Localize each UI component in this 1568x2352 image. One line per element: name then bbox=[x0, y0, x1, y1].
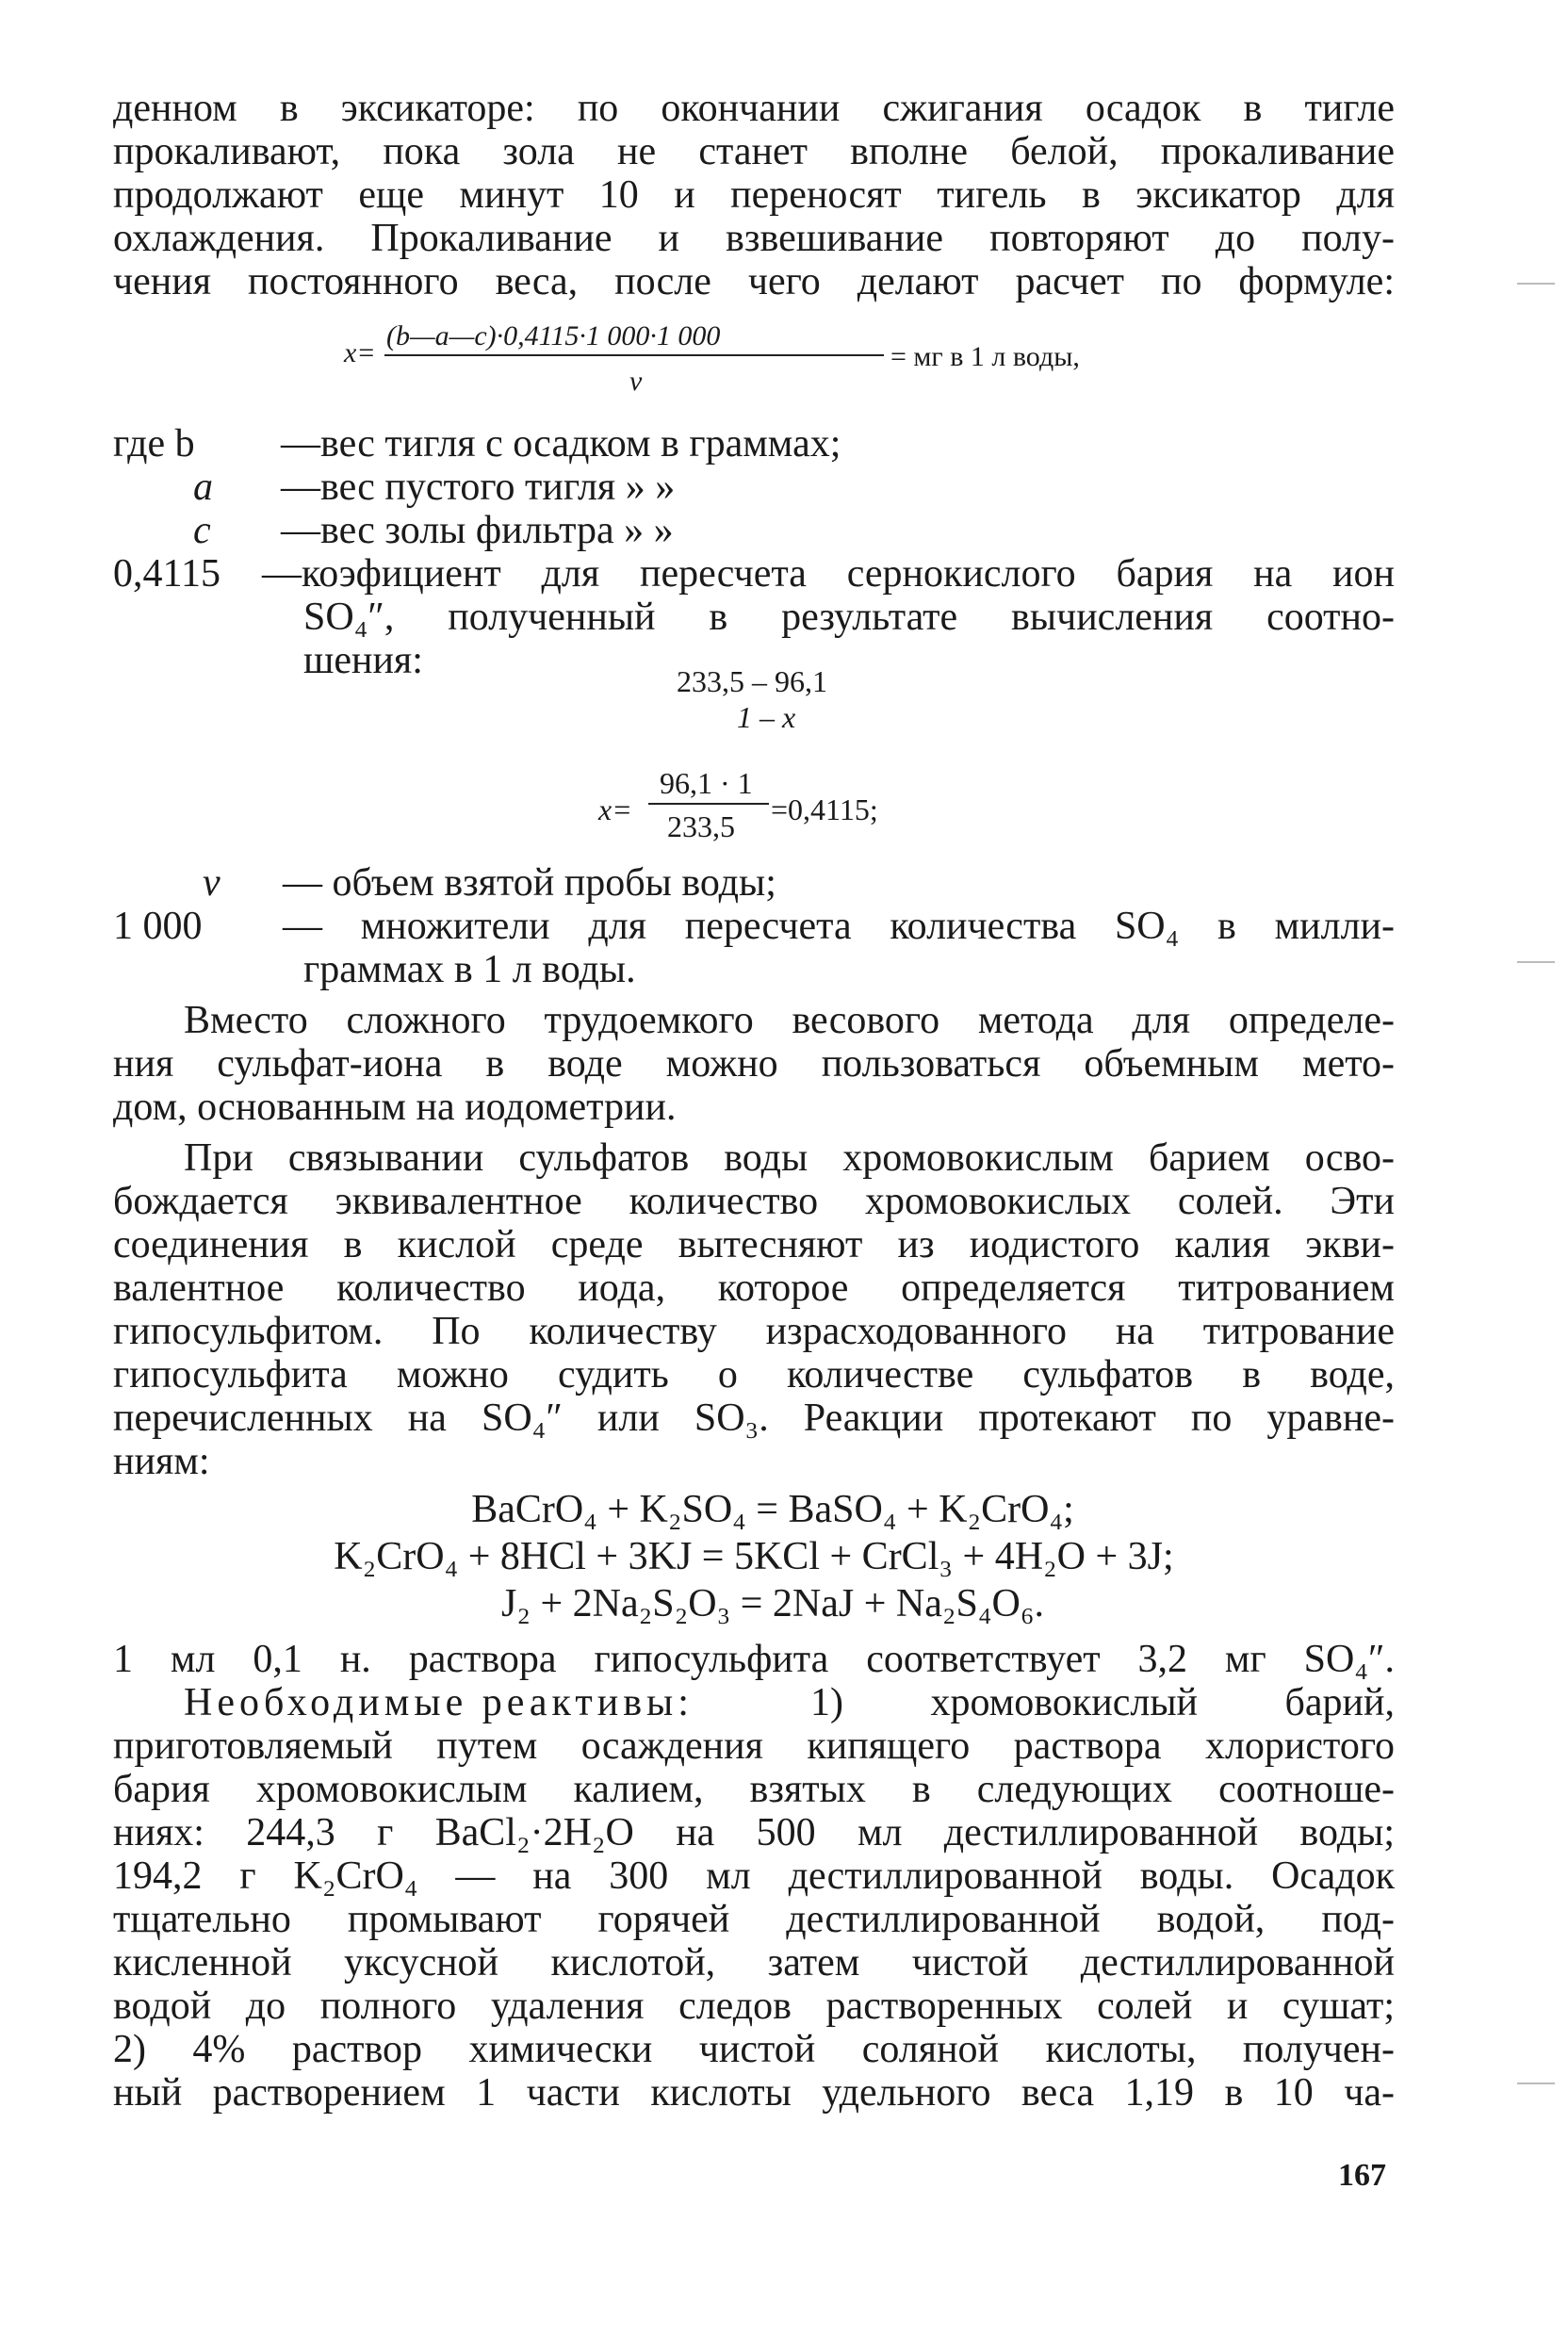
formula-denominator: v bbox=[629, 366, 643, 397]
reaction-equation: J₂ + 2Na₂S₂O₃ = 2NaJ + Na₂S₄O₆. bbox=[500, 1582, 1045, 1625]
ratio-bottom: 1 – x bbox=[737, 700, 796, 734]
margin-mark bbox=[1517, 961, 1555, 963]
text-line: При связывании сульфатов воды хромовокислым барием осво- bbox=[184, 1136, 1395, 1180]
def-text: граммах в 1 л воды. bbox=[303, 948, 636, 991]
ratio-top: 233,5 – 96,1 bbox=[677, 664, 827, 698]
def-text: —вес золы фильтра » » bbox=[281, 509, 674, 552]
formula-x-denominator: 233,5 bbox=[667, 809, 735, 843]
formula-numerator: (b—a—c)·0,4115·1 000·1 000 bbox=[386, 320, 721, 351]
text-line: дом, основанным на иодометрии. bbox=[113, 1086, 677, 1129]
text-line: ниях: 244,3 г BaCl₂·2H₂O на 500 мл дестиллированной воды; bbox=[113, 1811, 1395, 1854]
margin-mark bbox=[1517, 2082, 1555, 2084]
text-line: водой до полного удаления следов растворенных солей и сушат; bbox=[113, 1984, 1395, 2028]
page-number: 167 bbox=[1338, 2158, 1386, 2193]
text-line: продолжают еще минут 10 и переносят тигель в эксикатор для bbox=[113, 173, 1395, 217]
coef-text: SO₄″, полученный в результате вычисления соотно- bbox=[303, 596, 1395, 639]
text-line: ный растворением 1 части кислоты удельного веса 1,19 в 10 ча- bbox=[113, 2071, 1395, 2115]
text-line: гипосульфитом. По количеству израсходованного на титрование bbox=[113, 1310, 1395, 1353]
text-line: 2) 4% раствор химически чистой соляной кислоты, получен- bbox=[113, 2028, 1395, 2071]
def-symbol: c bbox=[193, 509, 211, 552]
text-line: перечисленных на SO₄″ или SO₃. Реакции протекают по уравне- bbox=[113, 1396, 1395, 1440]
formula-rhs: = мг в 1 л воды, bbox=[890, 341, 1080, 372]
text-line: соединения в кислой среде вытесняют из иодистого калия экви- bbox=[113, 1223, 1395, 1266]
text-line: охлаждения. Прокаливание и взвешивание повторяют до полу- bbox=[113, 217, 1395, 260]
text-line: денном в эксикаторе: по окончании сжигания осадок в тигле bbox=[113, 87, 1395, 130]
text-line: бождается эквивалентное количество хромовокислых солей. Эти bbox=[113, 1180, 1395, 1223]
text-line: чения постоянного веса, после чего делают расчет по формуле: bbox=[113, 260, 1395, 303]
text-line: гипосульфита можно судить о количестве сульфатов в воде, bbox=[113, 1353, 1395, 1396]
def-symbol: где b bbox=[113, 422, 195, 466]
text-line: ния сульфат-иона в воде можно пользоваться объемным мето- bbox=[113, 1042, 1395, 1086]
text-line: приготовляемый путем осаждения кипящего раствора хлористого bbox=[113, 1724, 1395, 1768]
text-line: тщательно промывают горячей дестиллированной водой, под- bbox=[113, 1898, 1395, 1941]
text-line: бария хромовокислым калием, взятых в следующих соотноше- bbox=[113, 1768, 1395, 1811]
def-text: — объем взятой пробы воды; bbox=[283, 861, 776, 905]
reaction-equation: BaCrO₄ + K₂SO₄ = BaSO₄ + K₂CrO₄; bbox=[471, 1488, 1074, 1531]
coef-text: —коэфициент для пересчета сернокислого бария на ион bbox=[262, 552, 1395, 596]
formula-x-rhs: =0,4115; bbox=[771, 792, 878, 826]
def-text: —вес пустого тигля » » bbox=[281, 466, 676, 509]
text-line: 1) хромовокислый барий, bbox=[810, 1681, 1395, 1724]
margin-mark bbox=[1517, 283, 1555, 285]
def-text: — множители для пересчета количества SO₄ в милли- bbox=[283, 905, 1395, 948]
def-symbol: 1 000 bbox=[113, 905, 203, 948]
text-line: кисленной уксусной кислотой, затем чистой дестиллированной bbox=[113, 1941, 1395, 1984]
formula-lhs: x= bbox=[344, 337, 376, 368]
formula-x-numerator: 96,1 · 1 bbox=[660, 766, 753, 800]
text-line: ниям: bbox=[113, 1440, 210, 1483]
def-symbol: a bbox=[193, 466, 213, 509]
def-symbol: v bbox=[203, 861, 220, 905]
reaction-equation: K₂CrO₄ + 8HCl + 3KJ = 5KCl + CrCl₃ + 4H₂O + 3J; bbox=[334, 1535, 1174, 1578]
reagents-heading: Необходимые реактивы: bbox=[184, 1681, 694, 1724]
fraction-bar bbox=[384, 354, 884, 356]
text-line: прокаливают, пока зола не станет вполне белой, прокаливание bbox=[113, 130, 1395, 173]
fraction-bar bbox=[648, 803, 769, 805]
coef-label: 0,4115 bbox=[113, 552, 220, 596]
text-line: Вместо сложного трудоемкого весового метода для определе- bbox=[184, 999, 1395, 1042]
formula-x-lhs: x= bbox=[598, 792, 632, 826]
coef-text: шения: bbox=[303, 639, 423, 682]
text-line: 194,2 г K₂CrO₄ — на 300 мл дестиллированной воды. Осадок bbox=[113, 1854, 1395, 1898]
equivalence-note: 1 мл 0,1 н. раствора гипосульфита соответствует 3,2 мг SO₄″. bbox=[113, 1638, 1395, 1681]
text-line: валентное количество иода, которое определяется титрованием bbox=[113, 1266, 1395, 1310]
def-text: —вес тигля с осадком в граммах; bbox=[281, 422, 841, 466]
